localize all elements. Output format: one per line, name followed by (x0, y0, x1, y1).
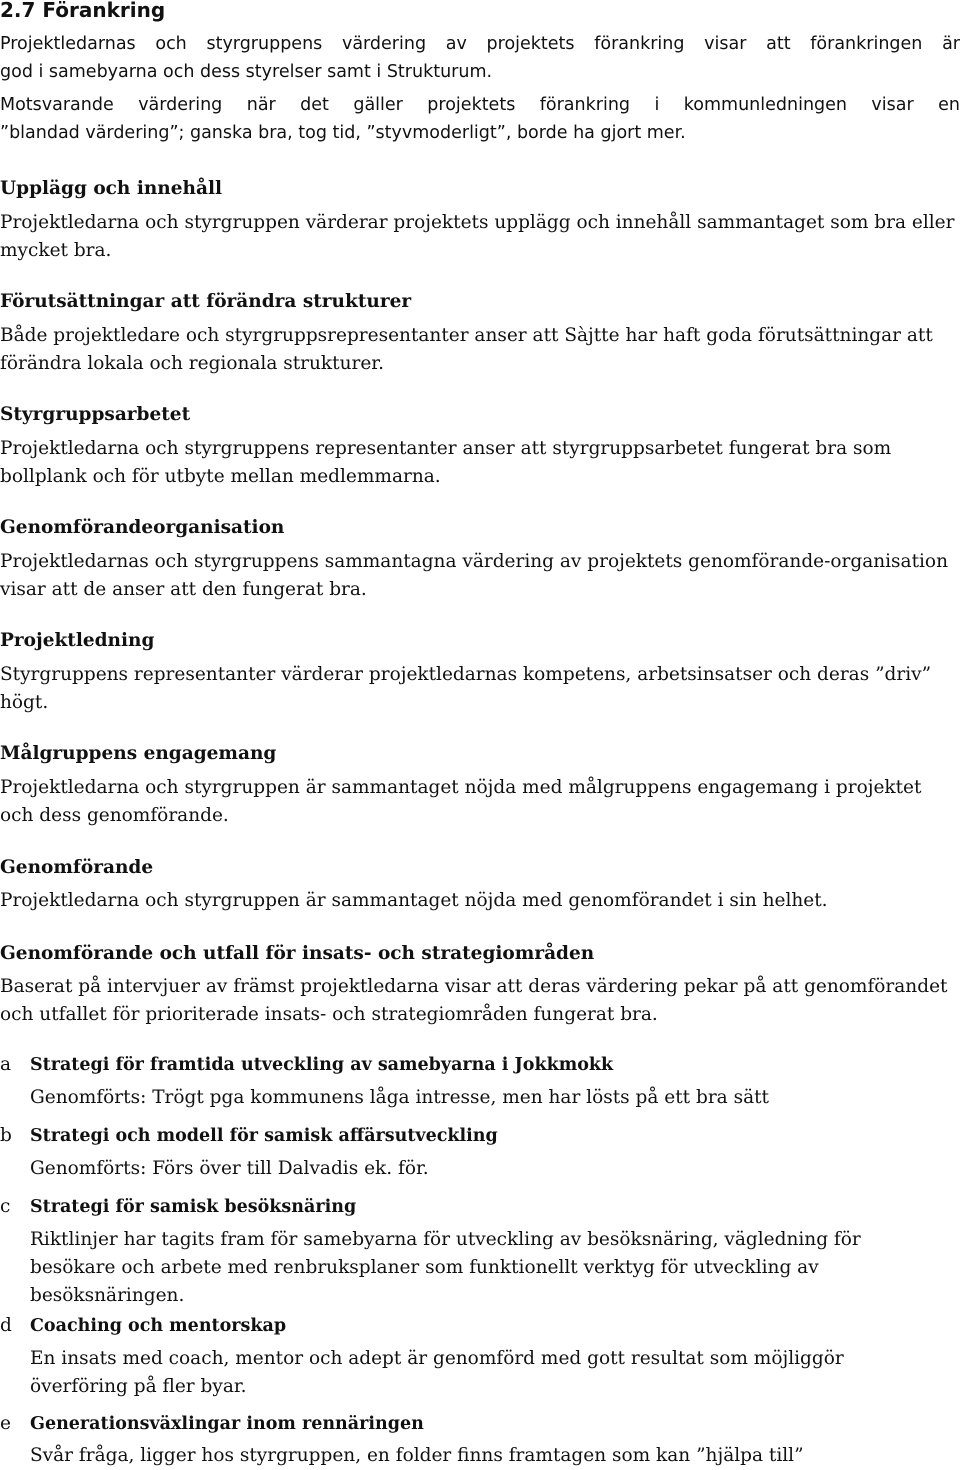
list-item-text: Genomförts: Trögt pga kommunens låga intresse, men har lösts på ett bra sätt (30, 1087, 769, 1108)
intro-paragraph-1 (0, 30, 960, 86)
intro-paragraph-2 (0, 91, 960, 147)
section-heading: 2.7 Förankring (0, 0, 166, 22)
list-item-heading: Strategi för samisk besöksnäring (30, 1197, 357, 1217)
subsection-heading: Genomförande och utfall för insats- och strategiområden (0, 943, 595, 964)
list-item-text: Riktlinjer har tagits fram för samebyarna för utveckling av besöksnäring, vägledning för besökare och arbete med renbruksplaner som funktionellt verktyg för utveckling av besöksnäringen. (30, 1229, 861, 1306)
list-item-text: Svår fråga, ligger hos styrgruppen, en folder finns framtagen som kan ”hjälpa till” (30, 1445, 804, 1466)
subsection-text: Baserat på intervjuer av främst projektledarna visar att deras värdering pekar på att genomförandet och utfallet för prioriterade insats- och strategiområden fungerat bra. (0, 976, 948, 1025)
subsection-heading: Genomförandeorganisation (0, 517, 285, 538)
subsection-text: Projektledarna och styrgruppen är sammantaget nöjda med genomförandet i sin helhet. (0, 890, 828, 911)
list-letter: b (0, 1125, 12, 1146)
text-line: god i samebyarna och dess styrelser samt i Strukturum. (0, 62, 493, 82)
subsection-heading: Projektledning (0, 630, 155, 651)
subsection-heading: Upplägg och innehåll (0, 178, 223, 199)
subsection-text: Projektledarnas och styrgruppens sammantagna värdering av projektets genomförande-organisation visar att de anser att den fungerat bra. (0, 551, 948, 600)
list-item-text: Genomförts: Förs över till Dalvadis ek. för. (30, 1158, 429, 1179)
subsection-text: Både projektledare och styrgruppsrepresentanter anser att Sàjtte har haft goda förutsättningar att förändra lokala och regionala strukturer. (0, 325, 933, 374)
text-line: ”blandad värdering”; ganska bra, tog tid, ”styvmoderligt”, borde ha gjort mer. (0, 123, 686, 143)
list-item-text: En insats med coach, mentor och adept är genomförd med gott resultat som möjliggör överföring på fler byar. (30, 1348, 844, 1397)
subsection-text: Styrgruppens representanter värderar projektledarnas kompetens, arbetsinsatser och deras ”driv” högt. (0, 664, 932, 713)
list-letter: e (0, 1413, 11, 1434)
subsection-heading: Målgruppens engagemang (0, 743, 277, 764)
subsection-text: Projektledarna och styrgruppen är sammantaget nöjda med målgruppens engagemang i projektet och dess genomförande. (0, 777, 922, 826)
subsection-heading: Genomförande (0, 857, 154, 878)
list-item-heading: Strategi och modell för samisk affärsutveckling (30, 1126, 498, 1146)
list-letter: d (0, 1315, 12, 1336)
text-line: Motsvarande värdering när det gäller projektets förankring i kommunledningen visar en (0, 95, 960, 115)
list-letter: c (0, 1196, 11, 1217)
list-letter: a (0, 1054, 12, 1075)
subsection-text: Projektledarna och styrgruppen värderar projektets upplägg och innehåll sammantaget som bra eller mycket bra. (0, 212, 955, 261)
subsection-heading: Förutsättningar att förändra strukturer (0, 291, 412, 312)
subsection-heading: Styrgruppsarbetet (0, 404, 191, 425)
list-item-heading: Strategi för framtida utveckling av samebyarna i Jokkmokk (30, 1055, 614, 1075)
subsection-text: Projektledarna och styrgruppens representanter anser att styrgruppsarbetet fungerat bra som bollplank och för utbyte mellan medlemmarna. (0, 438, 892, 487)
list-item-heading: Generationsväxlingar inom rennäringen (30, 1414, 424, 1434)
list-item-heading: Coaching och mentorskap (30, 1316, 287, 1336)
text-line: Projektledarnas och styrgruppens värdering av projektets förankring visar att förankringen är (0, 34, 960, 54)
